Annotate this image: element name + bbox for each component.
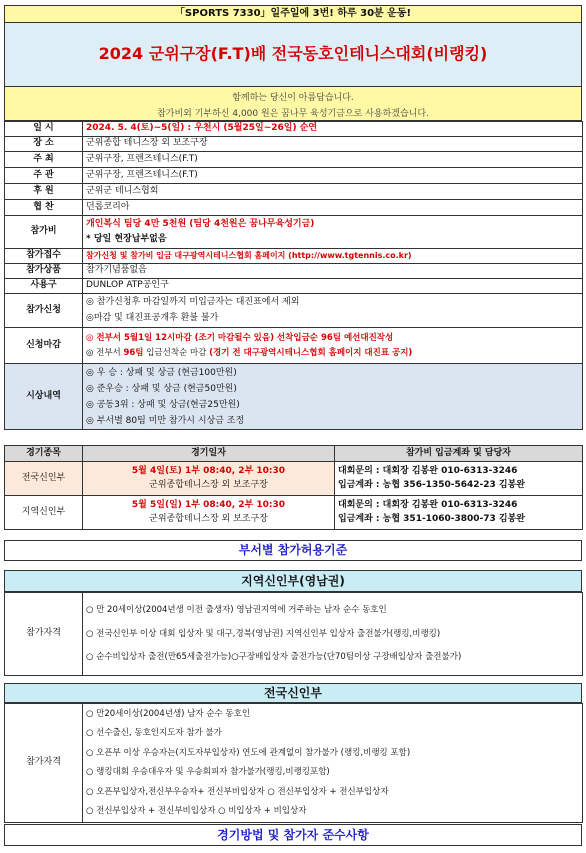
list-item: ○ 선수출신, 동호인지도자 참가 불가 (86, 728, 222, 738)
account-line: 입금계좌 : 농협 351-1060-3800-73 김봉완 (338, 514, 525, 524)
event-name: 지역신인부 (5, 496, 83, 530)
sponsor-value: 던롭코리아 (83, 200, 583, 216)
fee-value (83, 216, 583, 249)
list-item: ○ 전국신인부 이상 대회 입상자 및 대구,경북(영남권) 지역신인부 입상자 출전불가(랭킹,비랭킹) (86, 628, 441, 639)
table-row (5, 462, 583, 496)
event-place: 군위종합테니스장 외 보조구장 (149, 480, 268, 490)
organizer-value: 군위구장, 프렌즈테니스(F.T) (83, 168, 583, 184)
ball-label: 사용구 (5, 279, 83, 294)
national-criteria-list (83, 704, 583, 823)
national-criteria-label: 참가자격 (5, 704, 83, 823)
prize-item: ◎ 준우승 : 상패 및 상금 (현금50만원) (86, 383, 237, 394)
venue-label: 장 소 (5, 137, 83, 152)
list-item: ○ 순수비입상자 출전(만65세출전가능)○구장배입상자 출전가능(단70팀이상 구장배입상자 출전불가) (86, 652, 462, 663)
deadline-label: 신청마감 (5, 328, 83, 364)
deadline-line-2c: 입금선착순 마감 (143, 347, 210, 358)
local-criteria-table (4, 592, 583, 676)
apply-line-2: ◎마감 및 대진표공개후 환불 불가 (86, 312, 219, 323)
header-date: 경기일자 (83, 446, 335, 462)
deadline-line-2 (86, 348, 579, 359)
gift-label: 참가상품 (5, 264, 83, 279)
prize-label: 시상내역 (5, 364, 83, 430)
local-criteria-list (83, 593, 583, 676)
registration-label: 참가접수 (5, 249, 83, 264)
schedule-table (4, 445, 583, 530)
criteria-title: 부서별 참가허용기준 (4, 540, 582, 561)
support-label: 후 원 (5, 184, 83, 200)
page-title: 2024 군위구장(F.T)배 전국동호인테니스대회(비랭킹) (4, 23, 582, 87)
support-value: 군위군 테니스협회 (83, 184, 583, 200)
rules-title: 경기방법 및 참가자 준수사항 (4, 824, 582, 846)
deadline-value (83, 328, 583, 364)
fee-label: 참가비 (5, 216, 83, 249)
local-division-heading: 지역신인부(영남권) (4, 570, 582, 592)
header-event: 경기종목 (5, 446, 83, 462)
fee-line-2: * 당일 현장납부없음 (86, 233, 167, 244)
list-item: ○ 오픈부 이상 우승자는(지도자부입상자) 연도에 관계없이 참가불가 (랭킹,비랭킹 포함) (86, 747, 411, 758)
contact-line: 대회문의 : 대회장 김봉완 010-6313-3246 (338, 465, 518, 476)
apply-line-1: ◎ 참가신청후 마감일까지 미입금자는 대진표에서 제외 (86, 297, 300, 308)
event-contact (335, 462, 583, 496)
event-date-text: 5월 5일(일) 1부 08:40, 2부 10:30 (131, 499, 286, 510)
account-line: 입금계좌 : 농협 356-1350-5642-23 김봉완 (338, 480, 525, 490)
local-criteria-label: 참가자격 (5, 593, 83, 676)
apply-label: 참가신청 (5, 294, 83, 328)
event-date (83, 462, 335, 496)
event-place: 군위종합테니스장 외 보조구장 (149, 514, 268, 524)
deadline-line-1: ◎ 전부서 5월1일 12시마감 (조기 마감될수 있음) 선착입금순 96팀 예선대진작성 (86, 332, 394, 343)
intro-line-2: 참가비외 기부하신 4,000 원은 꿈나무 육성기금으로 사용하겠습니다. (157, 109, 429, 119)
prize-item: ◎ 공동3위 : 상패 및 상금(현금25만원) (86, 399, 240, 410)
intro-line-1: 함께하는 당신이 아름답습니다. (232, 93, 354, 103)
apply-value (83, 294, 583, 328)
national-criteria-table (4, 703, 583, 823)
info-table (4, 121, 583, 430)
date-value: 2024. 5. 4(토)~5(일) : 우천시 (5월25일~26일) 순연 (83, 122, 583, 137)
list-item: ○ 전신부입상자 + 전신부비입상자 ○ 비입상자 + 비입상자 (86, 806, 307, 816)
event-date-text: 5월 4일(토) 1부 08:40, 2부 10:30 (131, 465, 286, 476)
intro-box (4, 87, 582, 121)
prize-list (83, 364, 583, 430)
fee-line-1: 개인복식 팀당 4만 5천원 (팀당 4천원은 꿈나무육성기금) (86, 219, 315, 230)
event-contact (335, 496, 583, 530)
list-item: ○ 오픈부입상자,전신부우승자+ 전신부비입상자 ○ 전신부입상자 + 전신부입상자 (86, 786, 389, 797)
list-item: ○ 랭킹대회 우승대우자 및 우승회피자 참가불가(랭킹,비랭킹포함) (86, 767, 330, 777)
list-item: ○ 만20세이상(2004년생) 남자 순수 동호인 (86, 708, 251, 719)
sponsor-label: 협 찬 (5, 200, 83, 216)
list-item: ○ 만 20세이상(2004년생 이전 출생자) 영남권지역에 거주하는 남자 순수 동호인 (86, 605, 387, 616)
host-value: 군위구장, 프렌즈테니스(F.T) (83, 152, 583, 168)
header-account: 참가비 입금계좌 및 담당자 (335, 446, 583, 462)
top-banner: 「SPORTS 7330」일주일에 3번! 하루 30분 운동! (4, 5, 582, 23)
event-date (83, 496, 335, 530)
ball-value: DUNLOP ATP공인구 (83, 279, 583, 294)
gift-value: 참가기념품없음 (83, 264, 583, 279)
organizer-label: 주 관 (5, 168, 83, 184)
venue-value: 군위종합 테니스장 외 보조구장 (83, 137, 583, 152)
registration-value: 참가신청 및 참가비 입금 대구광역시테니스협회 홈페이지 (http://www.tgtennis.co.kr) (83, 249, 583, 264)
national-division-heading: 전국신인부 (4, 683, 582, 703)
deadline-line-2a: ◎ 전부서 (86, 347, 124, 358)
deadline-line-2d: (경기 전 대구광역시테니스협회 홈페이지 대진표 공지) (209, 347, 413, 358)
host-label: 주 최 (5, 152, 83, 168)
prize-item: ◎ 부서별 80팀 미만 참가시 시상금 조정 (86, 415, 245, 426)
contact-line: 대회문의 : 대회장 김봉완 010-6313-3246 (338, 499, 518, 510)
deadline-line-2b: 96팀 (123, 347, 144, 358)
prize-item: ◎ 우 승 : 상패 및 상금 (현금100만원) (86, 367, 237, 378)
table-row (5, 496, 583, 530)
event-name: 전국신인부 (5, 462, 83, 496)
date-label: 일 시 (5, 122, 83, 137)
